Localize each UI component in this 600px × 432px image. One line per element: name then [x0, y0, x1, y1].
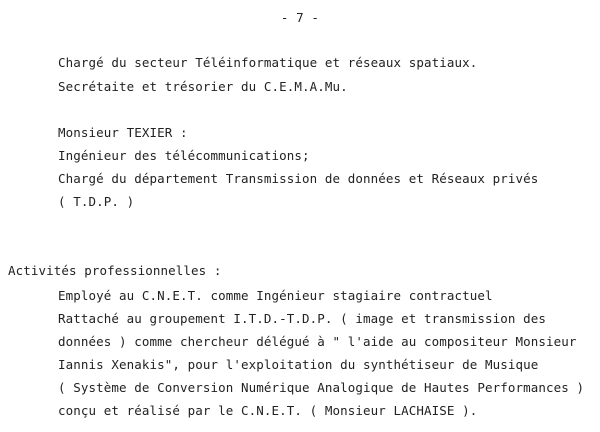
- text-line: Rattaché au groupement I.T.D.-T.D.P. ( image et transmission des: [58, 311, 547, 326]
- text-line: Ingénieur des télécommunications;: [58, 148, 310, 163]
- person-name: Monsieur TEXIER :: [58, 125, 188, 140]
- section-heading: Activités professionnelles :: [8, 263, 222, 278]
- text-line: données ) comme chercheur délégué à " l'aide au compositeur Monsieur: [58, 334, 577, 349]
- text-line: Chargé du département Transmission de données et Réseaux privés: [58, 171, 539, 186]
- text-line: Chargé du secteur Téléinformatique et réseaux spatiaux.: [58, 55, 478, 70]
- text-line: ( Système de Conversion Numérique Analogique de Hautes Performances ): [58, 380, 585, 395]
- text-line: Iannis Xenakis", pour l'exploitation du synthétiseur de Musique: [58, 357, 539, 372]
- text-line: Secrétaite et trésorier du C.E.M.A.Mu.: [58, 79, 348, 94]
- text-line: conçu et réalisé par le C.N.E.T. ( Monsieur LACHAISE ).: [58, 403, 478, 418]
- text-line: ( T.D.P. ): [58, 194, 135, 209]
- text-line: Employé au C.N.E.T. comme Ingénieur stagiaire contractuel: [58, 288, 493, 303]
- page-number: - 7 -: [280, 10, 320, 25]
